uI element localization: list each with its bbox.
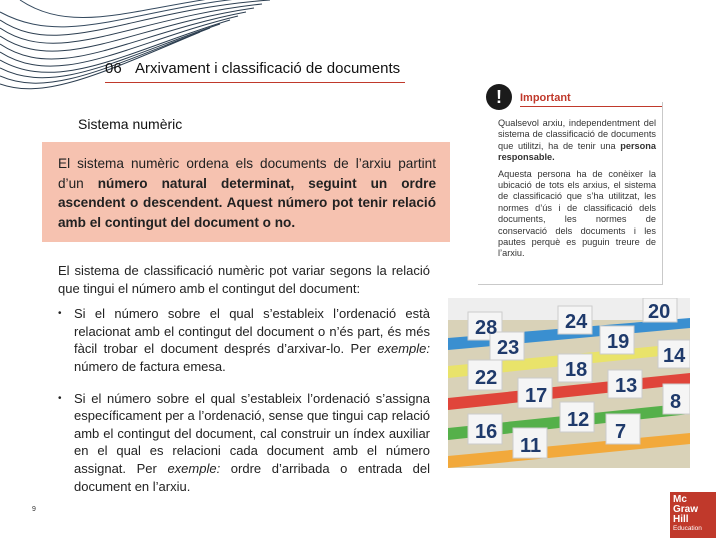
body-intro: El sistema de classificació numèric pot variar segons la relació que tingui el número amb el contingut del document: <box>58 263 430 296</box>
exclamation-icon: ! <box>486 84 512 110</box>
folder-tab-number: 16 <box>475 421 498 443</box>
mcgraw-hill-logo: Mc Graw Hill Education <box>670 492 716 538</box>
title-underline <box>105 82 405 83</box>
chapter-title: Arxivament i classificació de documents <box>135 60 401 77</box>
section-title: Sistema numèric <box>78 116 183 132</box>
folder-tab-number: 20 <box>648 301 671 323</box>
folder-tab-number: 23 <box>497 337 520 359</box>
folder-tab-number: 19 <box>607 331 630 353</box>
folder-tab-number: 28 <box>475 317 498 339</box>
folder-tab-number: 13 <box>615 375 638 397</box>
important-sidebar <box>470 82 670 287</box>
decorative-wave-graphic <box>0 0 270 95</box>
folder-tab-number: 7 <box>615 421 627 443</box>
folder-tab-number: 14 <box>663 345 686 367</box>
important-text <box>498 118 656 265</box>
folder-tab-number: 12 <box>567 409 590 431</box>
folder-tab-number: 17 <box>525 385 548 407</box>
page-number: 9 <box>32 506 36 513</box>
important-rule <box>520 106 662 107</box>
important-paragraph-2: Aquesta persona ha de conèixer la ubicació de tots els arxius, el sistema de classificació que s’ha utilitzat, les normes d’ús i de classificació dels documents, les normes de conservació dels documents i les pautes perquè es puguin treure de l’arxiu. <box>498 168 656 259</box>
file-folders-photo <box>448 298 690 468</box>
folder-tab-number: 24 <box>565 311 588 333</box>
body-text <box>58 262 430 509</box>
bullet-item: • Si el número sobre el qual s’estableix l’ordenació s’assigna específicament per a l’ordenació, sense que tingui cap relació amb el contingut del document, cal construir un índex auxiliar en el qual es relacioni cada document amb el número assignat. Per exemple: ordre d’arribada o entrada del document en l’arxiu. <box>58 390 430 496</box>
folder-tab-number: 11 <box>520 435 542 457</box>
bullet-list <box>58 305 430 495</box>
important-paragraph-1: Qualsevol arxiu, independentment del sistema de classificació de documents que utilitzi, ha de tenir una persona responsable. <box>498 118 656 163</box>
folder-tab-number: 22 <box>475 367 498 389</box>
definition-box <box>42 142 450 242</box>
definition-text: El sistema numèric ordena els documents de l’arxiu partint d’un número natural determinat, seguint un ordre ascendent o descendent. Aquest número pot tenir relació amb el contingut del document o no. <box>58 156 436 230</box>
folder-tab-number: 8 <box>670 391 682 413</box>
definition-bold: número natural determinat, seguint un ordre ascendent o descendent. Aquest número pot tenir relació amb el contingut del document o no. <box>58 175 436 230</box>
bullet-item: • Si el número sobre el qual s’estableix l’ordenació està relacionat amb el contingut del document o n’és part, és més fàcil trobar el document després d’arxivar-lo. Per exemple: número de factura emesa. <box>58 305 430 375</box>
folder-tab-number: 18 <box>565 359 588 381</box>
important-title: Important <box>520 92 571 104</box>
chapter-header <box>105 60 400 77</box>
chapter-number: 06 <box>105 60 122 77</box>
